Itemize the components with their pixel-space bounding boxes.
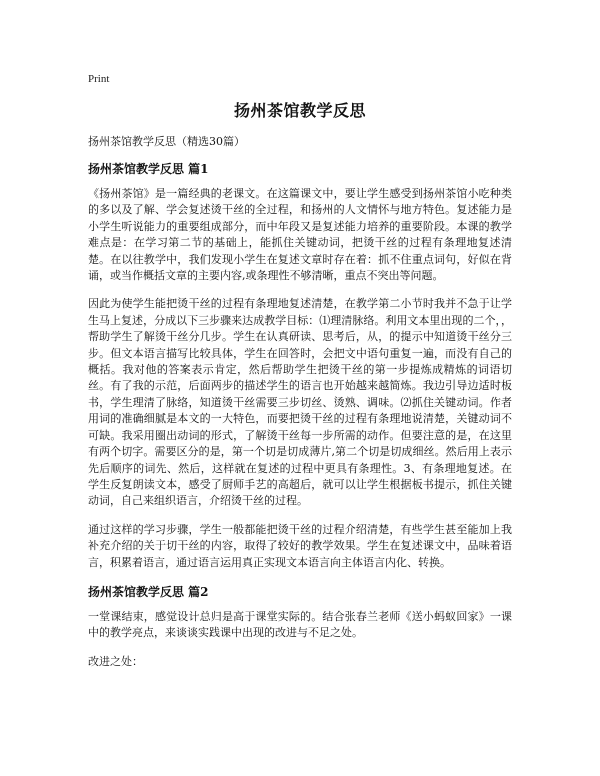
section-2 xyxy=(88,583,512,670)
section-1 xyxy=(88,160,512,571)
paragraph: 改进之处： xyxy=(88,654,143,668)
paragraph: 通过这样的学习步骤，学生一般都能把烫干丝的过程介绍清楚，有些学生甚至能加上我补充介绍的关于切干丝的内容，取得了较好的教学效果。学生在复述课文中，品味着语言，积累着语言，通过语言运用真正实现文本语言向主体语言内化、转换。 xyxy=(88,522,512,569)
print-label: Print xyxy=(88,73,110,85)
paragraph: 因此为使学生能把烫干丝的过程有条理地复述清楚，在教学第二小节时我并不急于让学生马上复述，分成以下三步骤来达成教学目标：⑴理清脉络。利用文本里出现的二个，，帮助学生了解烫干丝分几步。学生在认真研读、思考后，从，的提示中知道烫干丝分三步。但文本语言描写比较具体，学生在回答时，会把文中语句重复一遍，而没有自己的概括。我对他的答案表示肯定，然后帮助学生把烫干丝的第一步提炼成精炼的词语切丝。有了我的示范，后面两步的描述学生的语言也开始越来越简炼。我边引导边适时板书，学生理清了脉络，知道烫干丝需要三步切丝、烫熟、调味。⑵抓住关键动词。作者用词的准确细腻是本文的一大特色，而要把烫干丝的过程有条理地说清楚，关键动词不可缺。我采用圈出动词的形式，了解烫干丝每一步所需的动作。但要注意的是，在这里有两个切字。需要区分的是，第一个切是切成薄片,第二个切是切成细丝。然后用上表示先后顺序的词先、然后，这样就在复述的过程中更具有条理性。3、有条理地复述。在学生反复朗读文本，感受了厨师手艺的高超后，就可以让学生根据板书提示，抓住关键动词，自己来组织语言，介绍烫干丝的过程。 xyxy=(88,297,512,508)
document-subtitle: 扬州茶馆教学反思（精选30篇） xyxy=(88,135,245,148)
paragraph: 《扬州茶馆》是一篇经典的老课文。在这篇课文中，要让学生感受到扬州茶馆小吃种类的多以及了解、学会复述烫干丝的全过程，和扬州的人文情怀与地方特色。复述能力是小学生听说能力的重要组成部分，而中年段又是复述能力培养的重要阶段。本课的教学难点是：在学习第二节的基础上，能抓住关键动词，把烫干丝的过程有条理地复述清楚。在以往教学中，我们发现小学生在复述文章时存在着：抓不住重点词句，好似在背诵，或当作概括文章的主要内容,或条理性不够清晰，重点不突出等问题。 xyxy=(88,187,512,283)
page-title: 扬州茶馆教学反思 xyxy=(233,101,366,120)
section-heading: 扬州茶馆教学反思 篇1 xyxy=(88,162,209,176)
paragraph: 一堂课结束，感觉设计总归是高于课堂实际的。结合张春兰老师《送小蚂蚁回家》一课中的教学亮点，来谈谈实践课中出现的改进与不足之处。 xyxy=(88,609,512,640)
section-heading: 扬州茶馆教学反思 篇2 xyxy=(88,584,209,599)
